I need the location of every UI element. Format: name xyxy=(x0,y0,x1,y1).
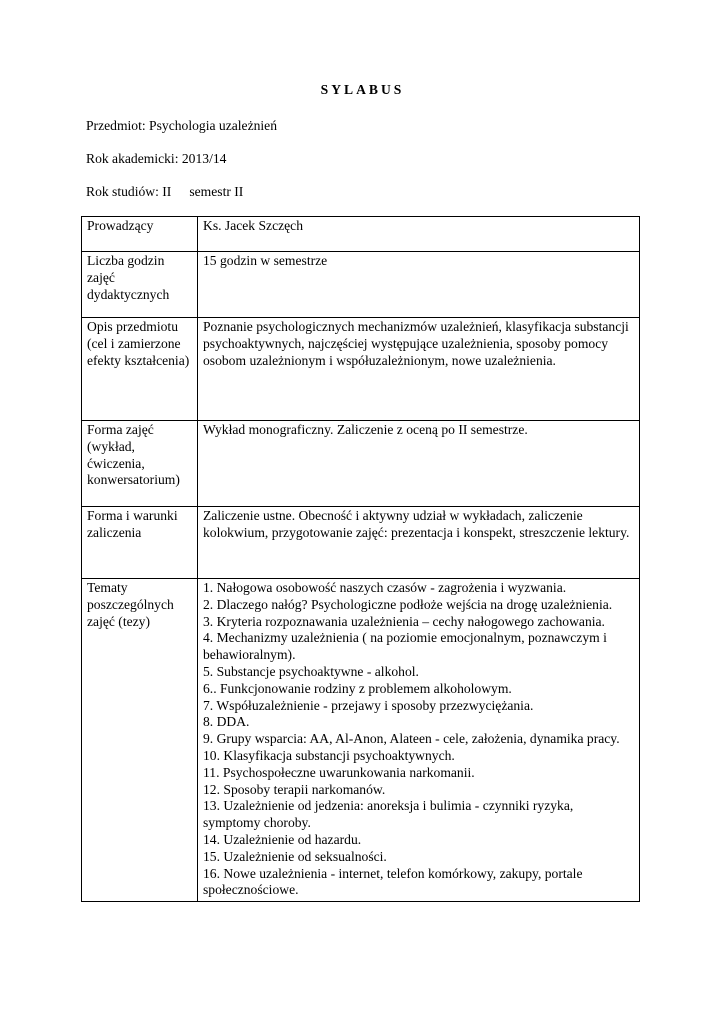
table-row xyxy=(82,507,640,579)
topics-label: Tematy poszczególnych zajęć (tezy) xyxy=(82,579,198,902)
row-value: 15 godzin w semestrze xyxy=(198,252,640,318)
academic-year-line: Rok akademicki: 2013/14 xyxy=(86,151,227,166)
topic-item: 2. Dlaczego nałóg? Psychologiczne podłoże wejścia na drogę uzależnienia. xyxy=(203,596,613,612)
topic-item: 10. Klasyfikacja substancji psychoaktywnych. xyxy=(203,747,455,763)
table-row xyxy=(82,318,640,421)
topic-item: 1. Nałogowa osobowość naszych czasów - zagrożenia i wyzwania. xyxy=(203,580,567,595)
row-label: Opis przedmiotu (cel i zamierzone efekty kształcenia) xyxy=(82,318,198,421)
row-label: Prowadzący xyxy=(82,217,198,252)
document-title: SYLABUS xyxy=(320,82,405,97)
row-value: Ks. Jacek Szczęch xyxy=(198,217,640,252)
syllabus-table xyxy=(81,216,640,902)
row-value: Poznanie psychologicznych mechanizmów uzależnień, klasyfikacja substancji psychoaktywnych, najczęściej występujące uzależnienia, sposoby pomocy osobom uzależnionym i współuzależnionym, nowe uzależnienia. xyxy=(198,318,640,421)
row-label: Forma i warunki zaliczenia xyxy=(82,507,198,579)
topic-item: 3. Kryteria rozpoznawania uzależnienia – cechy nałogowego zachowania. xyxy=(203,613,605,629)
topic-item: 7. Współuzależnienie - przejawy i sposoby przezwyciężania. xyxy=(203,697,534,713)
row-value: Zaliczenie ustne. Obecność i aktywny udział w wykładach, zaliczenie kolokwium, przygotowanie zajęć: prezentacja i konspekt, streszczenie lektury. xyxy=(198,507,640,579)
topic-item: 12. Sposoby terapii narkomanów. xyxy=(203,781,386,797)
row-label: Liczba godzin zajęć dydaktycznych xyxy=(82,252,198,318)
subject-line: Przedmiot: Psychologia uzależnień xyxy=(86,118,278,133)
topic-item: 9. Grupy wsparcia: AA, Al-Anon, Alateen - cele, założenia, dynamika pracy. xyxy=(203,731,620,747)
topic-item: 5. Substancje psychoaktywne - alkohol. xyxy=(203,663,419,679)
topic-item: 4. Mechanizmy uzależnienia ( na poziomie emocjonalnym, poznawczym i behawioralnym). xyxy=(203,630,607,663)
row-value: Wykład monograficzny. Zaliczenie z oceną po II semestrze. xyxy=(198,421,640,507)
topics-cell xyxy=(198,579,640,902)
row-label: Forma zajęć (wykład, ćwiczenia, konwersatorium) xyxy=(82,421,198,507)
semester-label: semestr II xyxy=(189,184,244,199)
table-row xyxy=(82,217,640,252)
topic-item: 14. Uzależnienie od hazardu. xyxy=(203,831,362,847)
topic-item: 13. Uzależnienie od jedzenia: anoreksja i bulimia - czynniki ryzyka, symptomy choroby. xyxy=(203,798,574,831)
study-year-line xyxy=(86,184,243,201)
study-year-label: Rok studiów: II xyxy=(86,184,172,199)
topic-item: 8. DDA. xyxy=(203,714,250,730)
table-row xyxy=(82,252,640,318)
topics-list xyxy=(203,580,634,899)
topic-item: 6.. Funkcjonowanie rodziny z problemem alkoholowym. xyxy=(203,680,512,696)
topic-item: 16. Nowe uzależnienia - internet, telefon komórkowy, zakupy, portale społecznościowe. xyxy=(203,865,583,898)
table-row xyxy=(82,579,640,902)
topic-item: 11. Psychospołeczne uwarunkowania narkomanii. xyxy=(203,764,475,780)
topic-item: 15. Uzależnienie od seksualności. xyxy=(203,848,387,864)
table-row xyxy=(82,421,640,507)
